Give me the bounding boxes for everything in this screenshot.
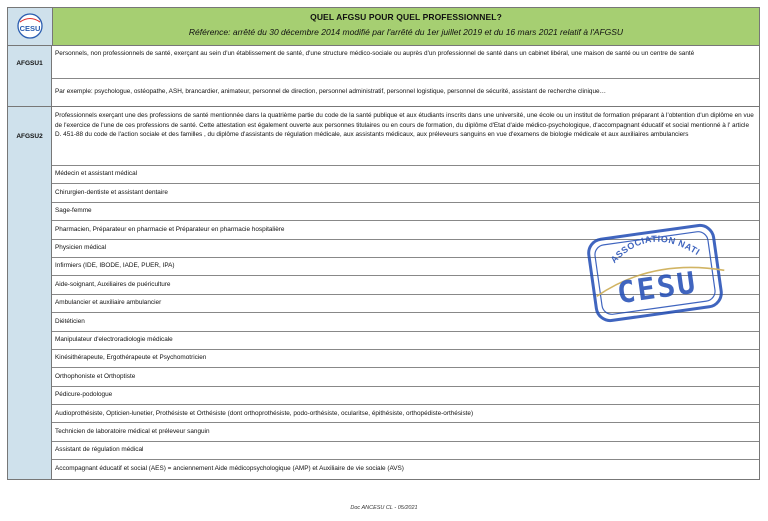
stamp-arc-text: ASSOCIATION NATIONALE: [608, 233, 702, 265]
profession-row: Chirurgien-dentiste et assistant dentaire: [52, 184, 759, 202]
profession-row: Pédicure-podologue: [52, 387, 759, 405]
logo-text: CESU: [19, 23, 41, 33]
profession-row: Pharmacien, Préparateur en pharmacie et Préparateur en pharmacie hospitalière: [52, 221, 759, 239]
page-title: QUEL AFGSU POUR QUEL PROFESSIONNEL?: [310, 12, 502, 22]
title-cell: [53, 8, 759, 45]
profession-row: Physicien médical: [52, 240, 759, 258]
afgsu2-label: AFGSU2: [8, 107, 52, 479]
profession-row: Sage-femme: [52, 203, 759, 221]
afgsu-table: [7, 7, 760, 480]
afgsu2-definition: Professionnels exerçant une des professions de santé mentionnée dans la quatrième partie du code de la santé publique et aux étudiants inscrits dans une université, une école ou un institut de formation préparant à l'obtention d'un diplôme en vue de l'exercice de l'une de ces professions de santé. Cette attestation est également ouverte aux personnes titulaires ou en cours de formation, du diplôme d'Etat d'aide médico-psychologique, d'accompagnant éducatif et social mentionné à l' article D. 451-88 du code de l'action sociale et des familles , du diplôme d'assistants de régulation médicale, aux assistants médicaux, aux préleveurs sanguins en vue d'examens de biologie médicale et aux auxiliaires ambulanciers: [52, 107, 759, 166]
profession-row: Kinésithérapeute, Ergothérapeute et Psychomotricien: [52, 350, 759, 368]
cesu-logo: [8, 8, 53, 45]
stamp-main-text: CESU: [614, 265, 700, 312]
page-subtitle: Référence: arrêté du 30 décembre 2014 modifié par l'arrêté du 1er juillet 2019 et du 16 mars 2021 relatif à l'AFGSU: [188, 27, 624, 37]
profession-row: Accompagnant éducatif et social (AES) = anciennement Aide médicopsychologique (AMP) et Auxiliaire de vie sociale (AVS): [55, 465, 404, 473]
profession-row: Ambulancier et auxiliaire ambulancier: [52, 295, 759, 313]
profession-row: Infirmiers (IDE, IBODE, IADE, PUER, IPA): [52, 258, 759, 276]
afgsu1-label: AFGSU1: [8, 46, 52, 106]
section-afgsu1: [8, 46, 759, 107]
profession-row: Orthophoniste et Orthoptiste: [52, 368, 759, 386]
cesu-logo-icon: [13, 12, 47, 42]
profession-row: Aide-soignant, Auxiliaires de puériculture: [52, 276, 759, 294]
footer-note: Doc ANCESU CL - 05/2021: [350, 505, 418, 511]
profession-row: Audioprothésiste, Opticien-lunetier, Prothésiste et Orthésiste (dont orthoprothésiste, podo-orthésiste, ocularitse, épithésiste, orthopédiste-orthésiste): [52, 405, 759, 423]
afgsu1-examples: Par exemple: psychologue, ostéopathe, ASH, brancardier, animateur, personnel de direction, personnel administratif, personnel logistique, personnel de sécurité, assistant de recherche clinique…: [55, 88, 606, 96]
afgsu1-definition: Personnels, non professionnels de santé, exerçant au sein d'un établissement de santé, d'une structure médico-sociale ou auprès d'un professionnel de santé dans un cabinet libéral, une maison de santé ou un centre de santé: [52, 46, 759, 79]
profession-row: Médecin et assistant médical: [52, 166, 759, 184]
profession-row: Diététicien: [52, 313, 759, 331]
profession-row: Assistant de régulation médical: [52, 442, 759, 460]
profession-row: Manipulateur d'electroradiologie médicale: [52, 332, 759, 350]
table-header: [8, 8, 759, 46]
profession-row: Technicien de laboratoire médical et préleveur sanguin: [52, 423, 759, 441]
section-afgsu2: [8, 107, 759, 479]
